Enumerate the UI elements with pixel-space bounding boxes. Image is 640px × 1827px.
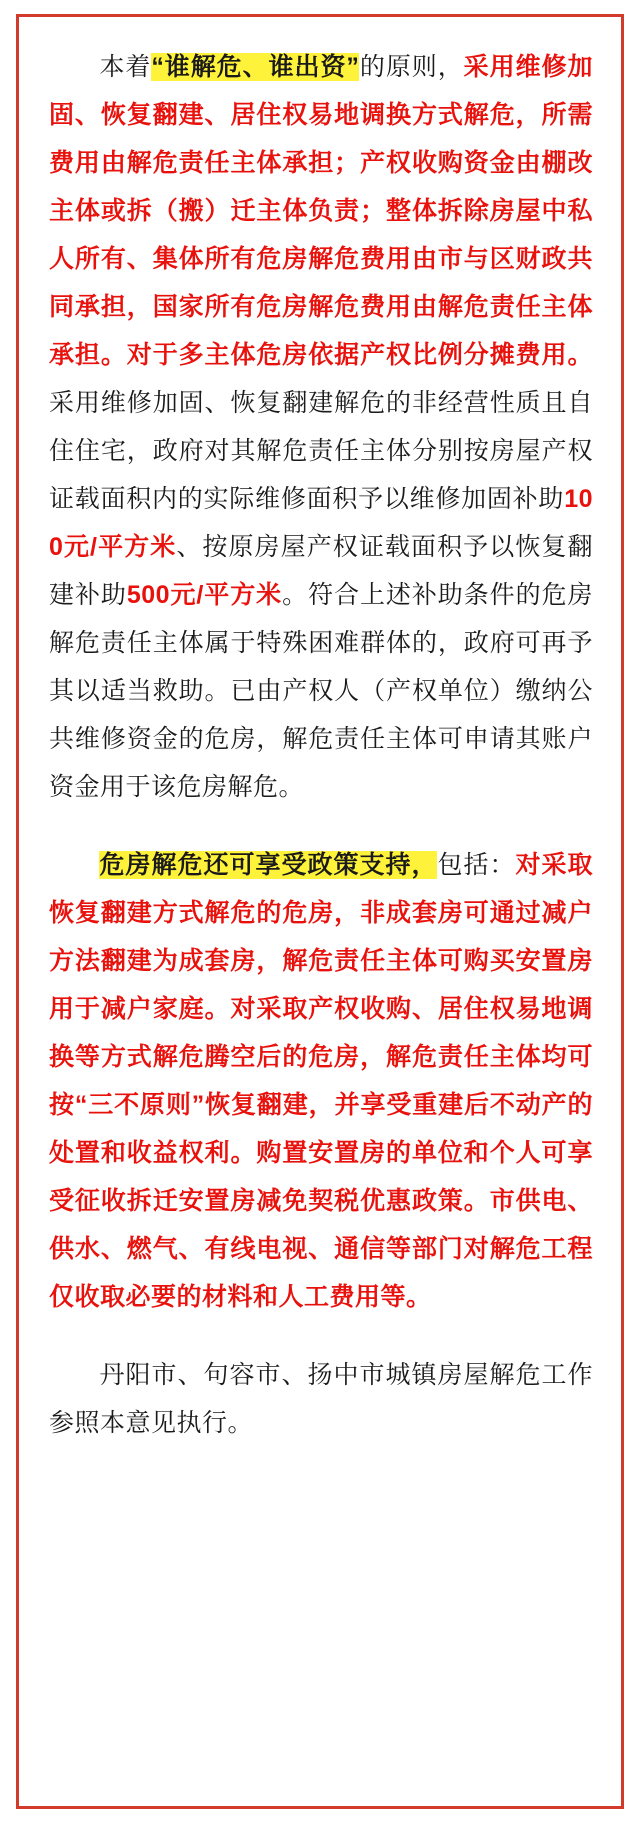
document-body [16,14,624,1809]
text-run: 采用维修加固、恢复翻建解危的非经营性质且自住住宅，政府对其解危责任主体分别按房屋产权证载面积内的实际维修面积予以维修加固补助 [49,389,593,513]
emphasis-text-run: 采用维修加固、恢复翻建、居住权易地调换方式解危，所需费用由解危责任主体承担；产权收购资金由棚改主体或拆（搬）迁主体负责；整体拆除房屋中私人所有、集体所有危房解危费用由市与区财政共同承担，国家所有危房解危费用由解危责任主体承担。对于多主体危房依据产权比例分摊费用。 [49,53,593,369]
highlighted-text-run: “谁解危、谁出资” [151,53,360,81]
text-run: 。符合上述补助条件的危房解危责任主体属于特殊困难群体的，政府可再予其以适当救助。已由产权人（产权单位）缴纳公共维修资金的危房，解危责任主体可申请其账户资金用于该危房解危。 [49,581,593,801]
emphasis-text-run: 500元/平方米 [126,581,283,609]
text-run: 丹阳市、句容市、扬中市城镇房屋解危工作参照本意见执行。 [49,1361,593,1437]
highlighted-text-run: 危房解危还可享受政策支持， [99,851,438,879]
text-run: 、按原房屋产权证载面积予以恢复翻建补助 [49,533,593,609]
text-run: 包括： [437,851,516,879]
emphasis-text-run: 对采取恢复翻建方式解危的危房，非成套房可通过减户方法翻建为成套房，解危责任主体可购买安置房用于减户家庭。对采取产权收购、居住权易地调换等方式解危腾空后的危房，解危责任主体均可按“三不原则”恢复翻建，并享受重建后不动产的处置和收益权利。购置安置房的单位和个人可享受征收拆迁安置房减免契税优惠政策。市供电、供水、燃气、有线电视、通信等部门对解危工程仅收取必要的材料和人工费用等。 [49,851,593,1311]
paragraph-1 [49,43,593,811]
emphasis-text-run: 100元/平方米 [49,485,593,561]
paragraph-2 [49,841,593,1321]
text-run: 的原则， [359,53,464,81]
text-run: 本着 [99,53,152,81]
paragraph-3 [49,1351,593,1447]
